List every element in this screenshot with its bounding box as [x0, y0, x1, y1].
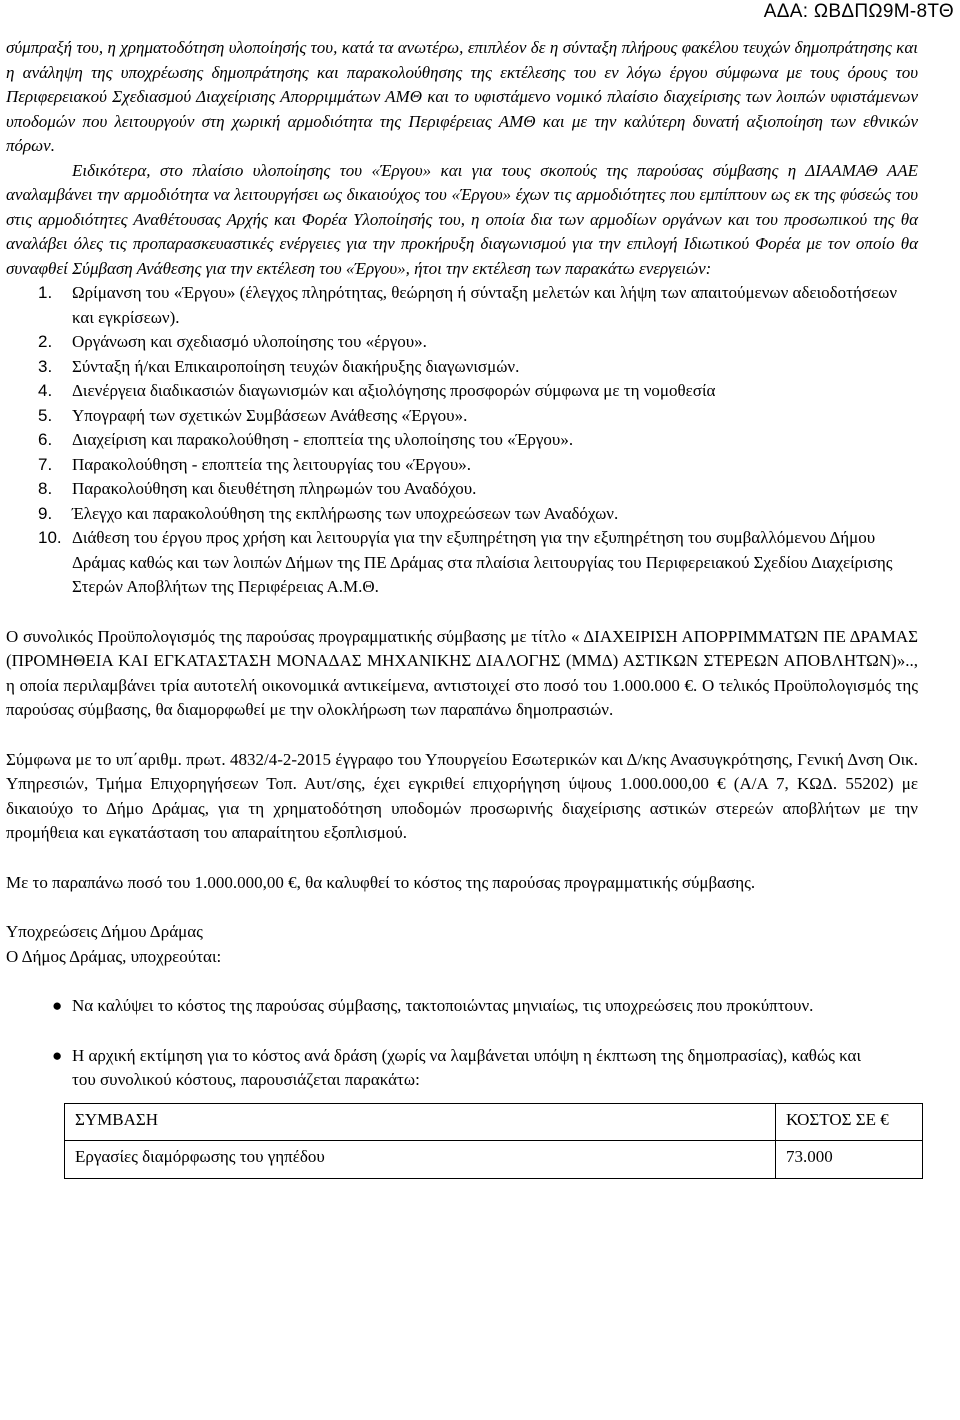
- list-item: [6, 281, 918, 330]
- cover-paragraph: Με το παραπάνω ποσό του 1.000.000,00 €, θα καλυφθεί το κόστος της παρούσας προγραμματικής σύμβασης.: [6, 872, 756, 892]
- list-text: Παρακολούθηση και διευθέτηση πληρωμών του Αναδόχου.: [72, 479, 477, 498]
- list-number: 2.: [38, 332, 53, 351]
- list-item: [6, 477, 918, 502]
- list-item: [6, 526, 918, 600]
- list-text: Υπογραφή των σχετικών Συμβάσεων Ανάθεσης «Έργου».: [72, 405, 468, 425]
- list-item: [6, 428, 918, 453]
- document-body: [6, 36, 918, 1179]
- intro-paragraph: σύμπραξή του, η χρηματοδότηση υλοποίησής του, κατά τα ανωτέρω, επιπλέον δε η σύνταξη πλήρους φακέλου τευχών δημοπράτησης και η ανάληψη της υποχρέωσης δημοπράτησης και παρακολούθησης της εκτέλεσης του εν λόγω έργου σύμφωνα με τους όρους του Περιφερειακού Σχεδιασμού Διαχείρισης Απορριμμάτων ΑΜΘ και το υφιστάμενο νομικό πλαίσιο διαχείρισης των λοιπών υφιστάμενων υποδομών που λειτουργούν στη χωρική αρμοδιότητα της Περιφέρειας ΑΜΘ και με την καλύτερη δυνατή αξιοποίηση των εθνικών πόρων.: [6, 38, 918, 155]
- list-item: [6, 330, 918, 355]
- bullet-icon: ●: [52, 996, 63, 1015]
- list-text: Διαχείριση και παρακολούθηση - εποπτεία της υλοποίησης του «Έργου».: [72, 430, 574, 449]
- list-number: 9.: [38, 503, 53, 523]
- list-text: Σύνταξη ή/και Επικαιροποίηση τευχών διακήρυξης διαγωνισμών.: [72, 356, 520, 376]
- bullet-text: Η αρχική εκτίμηση για το κόστος ανά δράση (χωρίς να λαμβάνεται υπόψη η έκπτωση της δημοπρασίας), καθώς και του συνολικού κόστους, παρουσιάζεται παρακάτω:: [72, 1045, 862, 1089]
- list-text: Διάθεση του έργου προς χρήση και λειτουργία για την εξυπηρέτηση για την εξυπηρέτηση του συμβαλλόμενου Δήμου Δράμας καθώς και των λοιπών Δήμων της ΠΕ Δράμας στα πλαίσια λειτουργίας του Περιφερειακού Σχεδίου Διαχείρισης Στερών Αποβλήτων της Περιφέρειας Α.Μ.Θ.: [72, 528, 893, 596]
- list-number: 8.: [38, 479, 53, 498]
- table-row: [65, 1141, 923, 1179]
- list-item: [6, 379, 918, 404]
- list-text: Έλεγχο και παρακολούθηση της εκπλήρωσης των υποχρεώσεων των Αναδόχων.: [72, 503, 619, 523]
- list-item: [6, 355, 918, 380]
- bullet-icon: ●: [52, 1045, 63, 1065]
- list-text: Ωρίμανση του «Έργου» (έλεγχος πληρότητας, θεώρηση ή σύνταξη μελετών και λήψη των απαιτούμενων αδειοδοτήσεων και εγκρίσεων).: [72, 283, 898, 327]
- bullet-item: [6, 1044, 918, 1093]
- list-item: [6, 404, 918, 429]
- bullet-item: [6, 994, 918, 1019]
- list-text: Διενέργεια διαδικασιών διαγωνισμών και αξιολόγησης προσφορών σύμφωνα με τη νομοθεσία: [72, 381, 716, 400]
- list-item: [6, 502, 918, 527]
- task-list: [6, 281, 918, 600]
- table-header-cell: ΚΟΣΤΟΣ ΣΕ €: [776, 1103, 923, 1141]
- obligations-heading: Υποχρεώσεις Δήμου Δράμας: [6, 922, 203, 941]
- list-number: 1.: [38, 283, 53, 302]
- list-text: Οργάνωση και σχεδιασμό υλοποίησης του «έργου».: [72, 332, 427, 351]
- table-header-row: [65, 1103, 923, 1141]
- list-number: 10.: [38, 528, 62, 547]
- budget-paragraph: Ο συνολικός Προϋπολογισμός της παρούσας προγραμματικής σύμβασης με τίτλο « ΔΙΑΧΕΙΡΙΣΗ ΑΠΟΡΡΙΜΜΑΤΩΝ ΠΕ ΔΡΑΜΑΣ (ΠΡΟΜΗΘΕΙΑ ΚΑΙ ΕΓΚΑΤΑΣΤΑΣΗ ΜΟΝΑΔΑΣ ΜΗΧΑΝΙΚΗΣ ΔΙΑΛΟΓΗΣ (ΜΜΔ) ΑΣΤΙΚΩΝ ΣΤΕΡΕΩΝ ΑΠΟΒΛΗΤΩΝ)».., η οποία περιλαμβάνει τρία αυτοτελή οικονομικά αντικείμενα, αντιστοιχεί στο ποσό του 1.000.000 €. Ο τελικός Προϋπολογισμός της παρούσας σύμβασης, θα διαμορφωθεί με την ολοκλήρωση των παραπάνω δημοπρασιών.: [6, 626, 918, 719]
- list-number: 7.: [38, 454, 53, 474]
- list-number: 5.: [38, 405, 53, 425]
- obligations-subheading: Ο Δήμος Δράμας, υποχρεούται:: [6, 946, 222, 966]
- list-number: 4.: [38, 381, 53, 400]
- grant-paragraph: Σύμφωνα με το υπ΄αριθμ. πρωτ. 4832/4-2-2015 έγγραφο του Υπουργείου Εσωτερικών και Δ/κης Ανασυγκρότησης, Γενική Δνση Οικ. Υπηρεσιών, Τμήμα Επιχορηγήσεων Τοπ. Αυτ/σης, έχει εγκριθεί επιχορήγηση ύψους 1.000.000,00 € (Α/Α 7, ΚΩΔ. 55202) με δικαιούχο το Δήμο Δράμας, για τη χρηματοδότηση υποδομών προσωρινής διαχείρισης αστικών στερεών αποβλήτων με την προμήθεια και εγκατάσταση του απαραίτητου εξοπλισμού.: [6, 749, 918, 842]
- list-number: 3.: [38, 356, 53, 376]
- obligations-list: [6, 994, 918, 1093]
- table-cell: Εργασίες διαμόρφωσης του γηπέδου: [65, 1141, 776, 1179]
- list-number: 6.: [38, 430, 53, 449]
- table-header-cell: ΣΥΜΒΑΣΗ: [65, 1103, 776, 1141]
- specific-paragraph: Ειδικότερα, στο πλαίσιο υλοποίησης του «Έργου» και για τους σκοπούς της παρούσας σύμβασης η ΔΙΑΑΜΑΘ ΑΑΕ αναλαμβάνει την αρμοδιότητα να λειτουργήσει ως δικαιούχος του «Έργου» έχων τις αρμοδιότητες που εμπίπτουν ως εκ της φύσεώς του στις αρμοδιότητες Αναθέτουσας Αρχής και Φορέα Υλοποίησής του, η οποία δια των αρμοδίων οργάνων και του προσωπικού της θα αναλάβει όλες τις προπαρασκευαστικές ενέργειες για την προκήρυξη διαγωνισμού για την επιλογή Ιδιωτικού Φορέα με τον οποίο θα συναφθεί Σύμβαση Ανάθεσης για την εκτέλεση του «Έργου», ήτοι την εκτέλεση των παρακάτω ενεργειών:: [6, 160, 918, 278]
- table-cell: 73.000: [776, 1141, 923, 1179]
- ada-code: ΑΔΑ: ΩΒΔΠΩ9Μ-8ΤΘ: [763, 1, 954, 22]
- list-text: Παρακολούθηση - εποπτεία της λειτουργίας του «Έργου».: [72, 454, 472, 474]
- list-item: [6, 453, 918, 478]
- cost-table: [64, 1103, 923, 1179]
- bullet-text: Να καλύψει το κόστος της παρούσας σύμβασης, τακτοποιώντας μηνιαίως, τις υποχρεώσεις που προκύπτουν.: [72, 996, 814, 1015]
